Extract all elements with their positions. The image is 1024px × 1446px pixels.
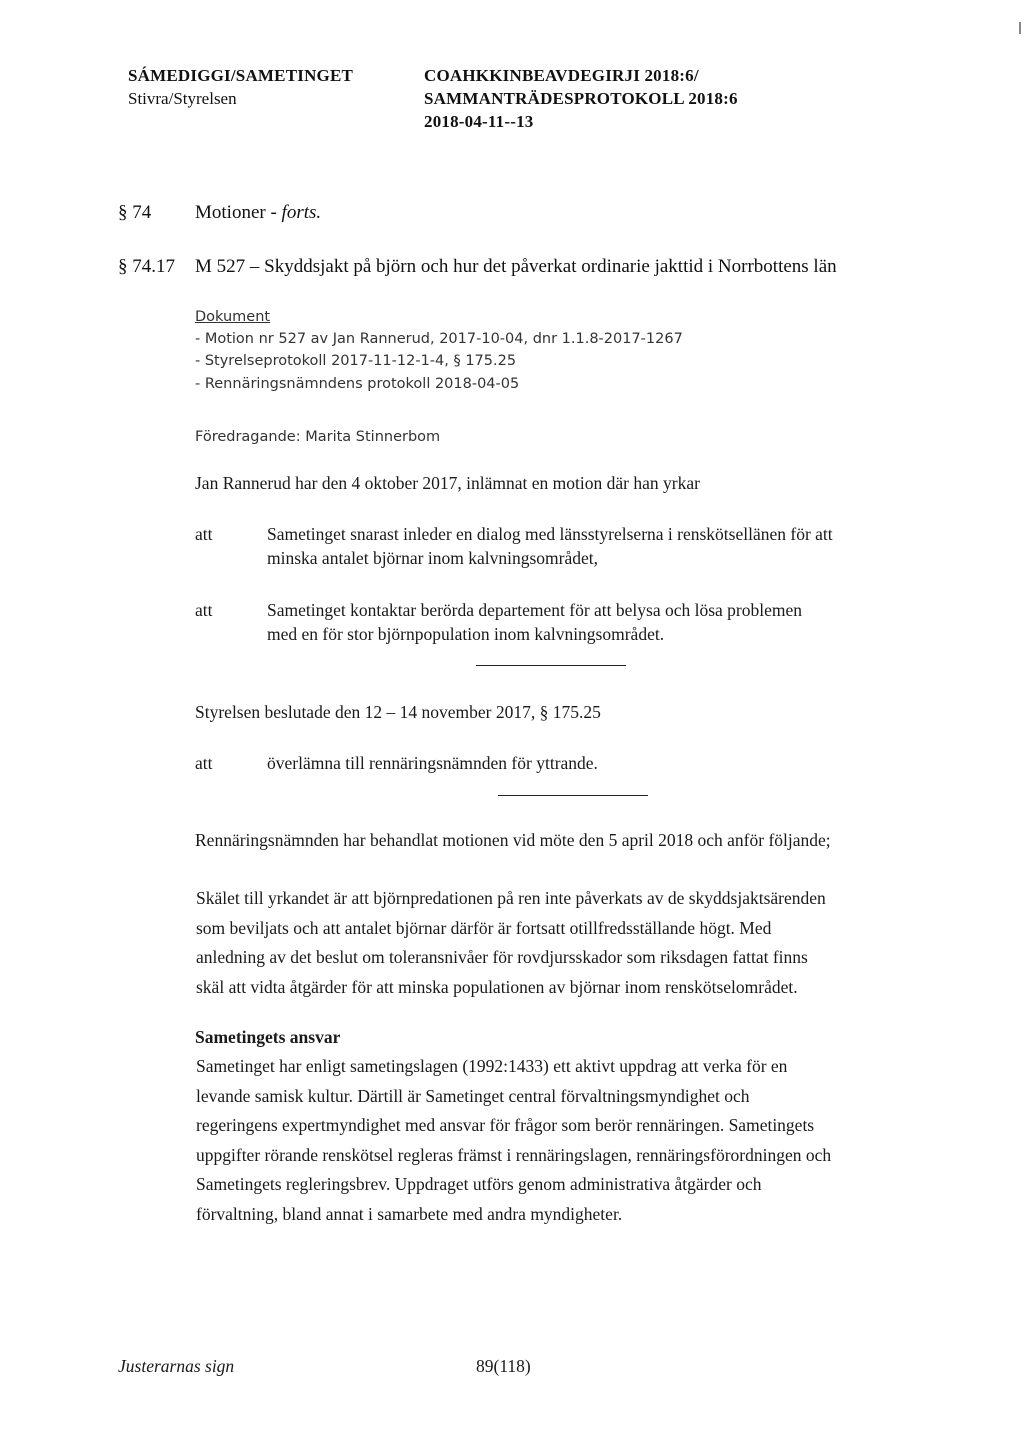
section-title — [195, 202, 321, 224]
committee-paragraph-line: anledning av det beslut om toleransnivåer för rovdjursskador som riksdagen fattat finns — [196, 947, 808, 967]
committee-intro: Rennäringsnämnden har behandlat motionen vid möte den 5 april 2018 och anför följande; — [195, 830, 831, 850]
responsibility-heading: Sametingets ansvar — [195, 1027, 341, 1047]
presenter-line: Föredragande: Marita Stinnerbom — [195, 429, 441, 445]
subsection-number: § 74.17 — [118, 256, 175, 277]
responsibility-line: uppgifter rörande renskötsel regleras främst i rennäringslagen, rennäringsförordningen och — [196, 1144, 832, 1165]
committee-paragraph-line: skäl att vidta åtgärder för att minska populationen av björnar inom renskötselområdet. — [196, 976, 798, 997]
responsibility-line: Sametingets regleringsbrev. Uppdraget utförs genom administrativa åtgärder och — [196, 1174, 762, 1194]
header-doc-date: 2018-04-11--13 — [424, 112, 534, 131]
scan-edge-mark — [1019, 22, 1021, 34]
demand-2-line2: med en för stor björnpopulation inom kalvningsområdet. — [267, 624, 665, 644]
demand-1-line1: Sametinget snarast inleder en dialog med länsstyrelserna i renskötsellänen för att — [267, 524, 833, 544]
responsibility-line: förvaltning, bland annat i samarbete med andra myndigheter. — [196, 1203, 623, 1224]
responsibility-paragraph — [196, 1052, 976, 1229]
section-title-forts: forts. — [281, 202, 322, 223]
motion-intro: Jan Rannerud har den 4 oktober 2017, inlämnat en motion där han yrkar — [195, 473, 700, 493]
responsibility-line: regeringens expertmyndighet med ansvar för frågor som berör rennäringen. Sametingets — [196, 1115, 815, 1135]
document-item-committee-protocol: - Rennäringsnämndens protokoll 2018-04-05 — [195, 376, 520, 392]
footer-signature-label: Justerarnas sign — [118, 1356, 235, 1376]
demand-1-line2: minska antalet björnar inom kalvningsområdet, — [267, 548, 598, 568]
documents-heading: Dokument — [195, 309, 271, 325]
header-doc-line2: SAMMANTRÄDESPROTOKOLL 2018:6 — [424, 89, 738, 108]
section-title-text: Motioner - — [195, 202, 282, 223]
board-decision-text: Styrelsen beslutade den 12 – 14 november 2017, § 175.25 — [195, 702, 601, 722]
demand-1-att: att — [195, 524, 213, 544]
demand-2-att: att — [195, 600, 213, 620]
committee-paragraph-line: Skälet till yrkandet är att björnpredationen på ren inte påverkats av de skyddsjaktsärenden — [196, 888, 826, 908]
responsibility-line: levande samisk kultur. Därtill är Sametinget central förvaltningsmyndighet och — [196, 1085, 750, 1106]
header-org-line1: SÁMEDIGGI/SAMETINGET — [128, 66, 354, 85]
responsibility-line: Sametinget har enligt sametingslagen (1992:1433) ett aktivt uppdrag att verka för en — [196, 1056, 788, 1076]
demand-2-line1: Sametinget kontaktar berörda departement för att belysa och lösa problemen — [267, 600, 803, 620]
document-item-board-protocol: - Styrelseprotokoll 2017-11-12-1-4, § 175.25 — [195, 353, 517, 369]
committee-paragraph — [196, 884, 976, 1002]
document-item-motion: - Motion nr 527 av Jan Rannerud, 2017-10-04, dnr 1.1.8-2017-1267 — [195, 331, 683, 347]
separator-rule-1 — [476, 665, 626, 666]
board-decision-att: att — [195, 753, 213, 773]
footer-page-number: 89(118) — [476, 1356, 531, 1376]
board-decision-action: överlämna till rennäringsnämnden för yttrande. — [267, 753, 598, 773]
separator-rule-2 — [498, 795, 648, 796]
subsection-title: M 527 – Skyddsjakt på björn och hur det påverkat ordinarie jakttid i Norrbottens län — [195, 256, 837, 277]
committee-paragraph-line: som beviljats och att antalet björnar därför är fortsatt otillfredsställande högt. Med — [196, 917, 772, 938]
header-doc-line1: COAHKKINBEAVDEGIRJI 2018:6/ — [424, 66, 699, 85]
header-org-line2: Stivra/Styrelsen — [128, 89, 237, 108]
section-number: § 74 — [118, 202, 152, 223]
